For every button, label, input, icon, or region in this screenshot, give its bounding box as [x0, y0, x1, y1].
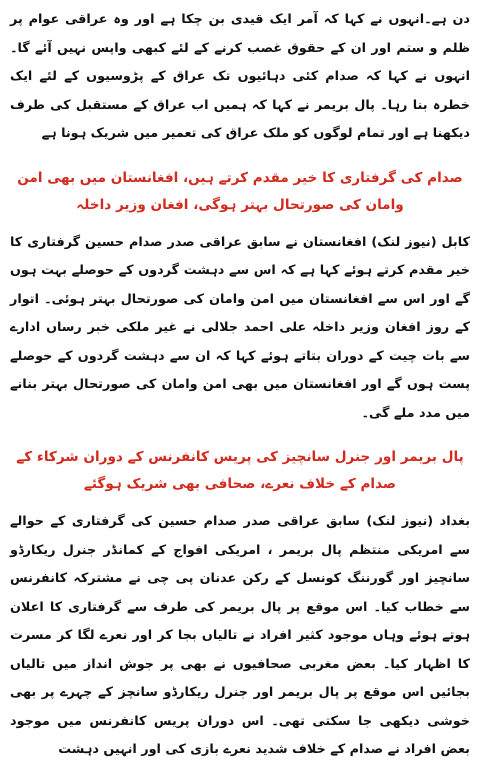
article-continuation-text: دن ہے۔انہوں نے کہا کہ آمر ایک قیدی بن چکا ہے اور وہ عراقی عوام پر ظلم و ستم اور ان کے حقوق غصب کرنے کے لئے کبھی واپس نہیں آئے گا۔انہوں نے کہا کہ صدام کئی دہائیوں تک عراق کے پڑوسیوں کے لئے ایک خطرہ بنا رہا۔ پال بریمر نے کہا کہ ہمیں اب عراق کے مستقبل کی طرف دیکھنا ہے اور تمام لوگوں کو ملک عراق کی تعمیر میں شریک ہونا ہے	[10, 12, 470, 141]
section-spacer	[10, 219, 470, 229]
section-spacer	[10, 498, 470, 508]
section-spacer	[10, 428, 470, 444]
article-kabul-body: کابل (نیوز لنک) افغانستان نے سابق عراقی صدر صدام حسین گرفتاری کا خیر مقدم کرتے ہوئے کہا ہے کہ اس سے دہشت گردوں کے حوصلے بہت ہوں گے اور اس سے افغانستان میں امن وامان کی صورتحال بہتر ہوئی۔ اتوار کے روز افغان وزیر داخلہ علی احمد جلالی نے غیر ملکی خبر رساں ادارے سے بات چیت کے دوران بتاتے ہوئے کہا کہ ان سے دہشت گردوں کے حوصلے پست ہوں گے اور افغانستان میں بھی امن وامان کی صورتحال بہتر بنانے میں مدد ملے گی۔	[10, 234, 470, 421]
section-spacer	[10, 149, 470, 165]
headline-afghan-interior-minister: صدام کی گرفتاری کا خیر مقدم کرتے ہیں، افغانستان میں بھی امن وامان کی صورتحال بہتر ہوگی، افغان وزیر داخلہ	[17, 169, 463, 213]
headline-press-conference-slogans: پال بریمر اور جنرل سانچیز کی پریس کانفرنس کے دوران شرکاء کے صدام کے خلاف نعرے، صحافی بھی شریک ہوگئے	[16, 449, 464, 492]
article-baghdad-body: بغداد (نیوز لنک) سابق عراقی صدر صدام حسین کی گرفتاری کے حوالے سے امریکی منتظم پال بریمر ، امریکی افواج کے کمانڈر جنرل ریکارڈو سانچیز اور گورننگ کونسل کے رکن عدنان پی چی نے مشترکہ کانفرنس سے خطاب کیا۔ اس موقع پر پال بریمر کی طرف سے گرفتاری کا اعلان ہوتے ہوئے وہاں موجود کثیر افراد نے تالیاں بجا کر اور نعرے لگا کر مسرت کا اظہار کیا۔ بعض مغربی صحافیوں نے بھی پر جوش انداز میں تالیاں بجائیں اس موقع پر پال بریمر اور جنرل ریکارڈو سانچز کے چہرے پر بھی خوشی دیکھی جا سکتی تھی۔ اس دوران پریس کانفرنس میں موجود بعض افراد نے صدام کے خلاف شدید نعرے بازی کی اور انہیں دہشت	[10, 514, 470, 757]
